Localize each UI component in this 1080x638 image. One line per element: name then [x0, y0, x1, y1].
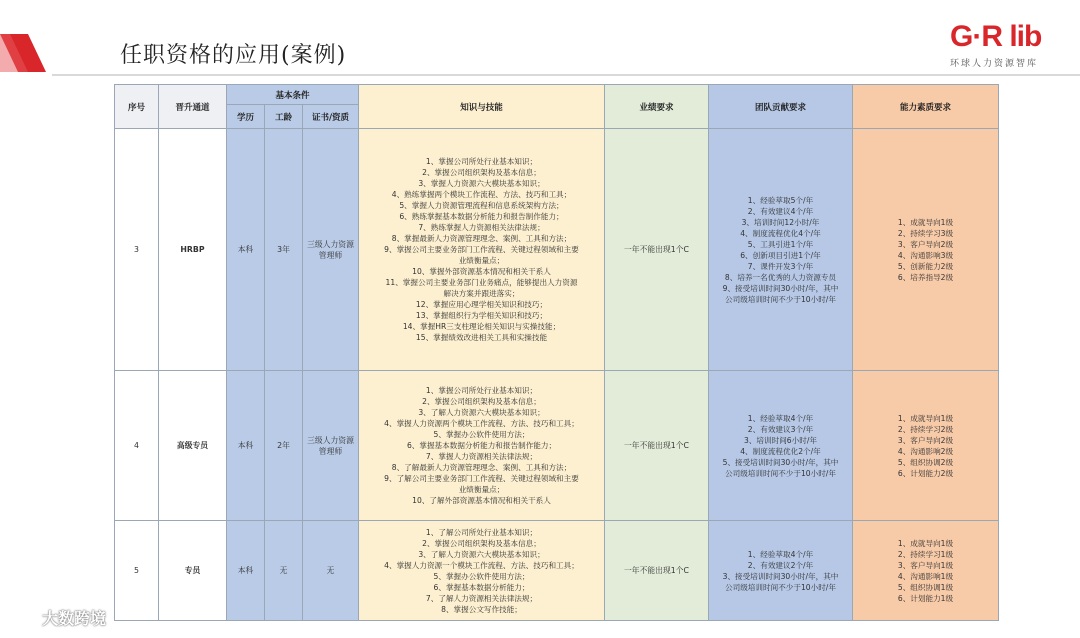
- row-years: 3年: [265, 129, 303, 371]
- list-item: 6、培养指导2级: [897, 272, 954, 282]
- list-item: 6、创新项目引进1个/年: [740, 250, 821, 260]
- row-ability-list: [853, 521, 999, 621]
- row-knowledge-list: [359, 129, 605, 371]
- list-item: 解决方案并跟进落实；: [443, 289, 520, 298]
- list-item: 3、客户导向1级: [897, 560, 954, 570]
- row-education: 本科: [227, 129, 265, 371]
- list-item: 7、课件开发3个/年: [747, 261, 814, 271]
- list-item: 3、培训时间12小时/年: [741, 217, 820, 227]
- list-item: 1、了解公司所处行业基本知识；: [425, 527, 538, 537]
- list-item: 5、掌握人力资源管理流程和信息系统架构方法；: [399, 201, 564, 210]
- row-channel: 专员: [159, 521, 227, 621]
- row-years: 2年: [265, 371, 303, 521]
- list-item: 7、了解人力资源相关法律法规；: [425, 593, 538, 603]
- list-item: 5、工具引进1个/年: [747, 239, 814, 249]
- list-item: 3、了解人力资源六大模块基本知识；: [418, 549, 545, 559]
- row-team-list: [709, 521, 853, 621]
- list-item: 3、培训时间6小时/年: [744, 435, 817, 445]
- list-item: 4、熟练掌握两个模块工作流程、方法、技巧和工具；: [391, 190, 572, 199]
- list-item: 2、掌握公司组织架构及基本信息；: [422, 538, 541, 548]
- header-divider: [52, 74, 1080, 76]
- row-performance: 一年不能出现1个C: [605, 371, 709, 521]
- logo-subtitle: 环球人力资源智库: [950, 59, 1039, 69]
- row-years: 无: [265, 521, 303, 621]
- list-item: 1、经验萃取5个/年: [747, 195, 814, 205]
- list-item: 9、接受培训时间30小时/年，其中: [722, 283, 839, 293]
- list-item: 4、沟通影响2级: [897, 446, 954, 456]
- list-item: 6、计划能力1级: [897, 593, 954, 603]
- header-performance: 业绩要求: [605, 85, 709, 129]
- list-item: 5、掌握办公软件使用方法；: [433, 430, 530, 439]
- list-item: 2、有效建议2个/年: [747, 560, 814, 570]
- header-basic-conditions: 基本条件: [227, 85, 359, 105]
- row-education: 本科: [227, 371, 265, 521]
- list-item: 6、计划能力2级: [897, 468, 954, 478]
- list-item: 4、沟通影响1级: [897, 571, 954, 581]
- header-team: 团队贡献要求: [709, 85, 853, 129]
- header-education: 学历: [227, 105, 265, 129]
- list-item: 5、组织协调1级: [897, 582, 954, 592]
- list-item: 1、经验萃取4个/年: [747, 413, 814, 423]
- table-row: [115, 371, 999, 521]
- list-item: 9、了解公司主要业务部门工作流程、关键过程领域和主要: [384, 474, 579, 483]
- list-item: 1、成就导向1级: [897, 413, 954, 423]
- list-item: 2、掌握公司组织架构及基本信息；: [422, 168, 541, 177]
- list-item: 3、掌握人力资源六大模块基本知识；: [418, 179, 545, 188]
- list-item: 公司级培训时间不少于10小时/年: [725, 294, 836, 304]
- list-item: 1、成就导向1级: [897, 217, 954, 227]
- header-knowledge: 知识与技能: [359, 85, 605, 129]
- list-item: 3、了解人力资源六大模块基本知识；: [418, 408, 545, 417]
- logo-main-text: G·R lib: [950, 20, 1042, 53]
- row-seq: 5: [115, 521, 159, 621]
- qualification-table: [114, 84, 999, 621]
- slide-title: 任职资格的应用(案例): [120, 43, 347, 68]
- row-performance: 一年不能出现1个C: [605, 521, 709, 621]
- row-ability-list: [853, 371, 999, 521]
- list-item: 10、了解外部资源基本情况和相关干系人: [412, 496, 551, 505]
- grlib-logo: [950, 20, 1068, 72]
- list-item: 4、掌握人力资源两个模块工作流程、方法、技巧和工具；: [384, 419, 579, 428]
- list-item: 12、掌握应用心理学相关知识和技巧；: [415, 300, 548, 309]
- table-row: [115, 521, 999, 621]
- list-item: 3、客户导向2级: [897, 435, 954, 445]
- header-row-1: [115, 85, 999, 105]
- header-seq: 序号: [115, 85, 159, 129]
- row-ability-list: [853, 129, 999, 371]
- list-item: 7、熟练掌握人力资源相关法律法规；: [418, 223, 545, 232]
- list-item: 2、持续学习2级: [897, 424, 954, 434]
- row-channel: HRBP: [159, 129, 227, 371]
- list-item: 5、接受培训时间30小时/年，其中: [722, 457, 839, 467]
- row-certificate: 三级人力资源管理师: [303, 371, 359, 521]
- row-channel: 高级专员: [159, 371, 227, 521]
- row-certificate: 无: [303, 521, 359, 621]
- list-item: 公司级培训时间不少于10小时/年: [725, 582, 836, 592]
- row-team-list: [709, 371, 853, 521]
- red-chevron-decoration: [0, 34, 46, 72]
- list-item: 1、经验萃取4个/年: [747, 549, 814, 559]
- list-item: 2、有效建议3个/年: [747, 424, 814, 434]
- list-item: 8、培养一名优秀的人力资源专员: [724, 272, 837, 282]
- row-education: 本科: [227, 521, 265, 621]
- table-row: [115, 129, 999, 371]
- list-item: 8、了解最新人力资源管理理念、案例、工具和方法；: [391, 463, 572, 472]
- header-certificate: 证书/资质: [303, 105, 359, 129]
- row-team-list: [709, 129, 853, 371]
- list-item: 15、掌握绩效改进相关工具和实操技能: [415, 333, 548, 342]
- list-item: 4、制度流程优化2个/年: [740, 446, 821, 456]
- list-item: 3、接受培训时间30小时/年，其中: [722, 571, 839, 581]
- row-knowledge-list: [359, 521, 605, 621]
- list-item: 5、掌握办公软件使用方法；: [433, 571, 530, 581]
- list-item: 4、掌握人力资源一个模块工作流程、方法、技巧和工具；: [384, 560, 579, 570]
- list-item: 6、掌握基本数据分析能力；: [433, 582, 530, 592]
- list-item: 1、掌握公司所处行业基本知识；: [425, 157, 538, 166]
- list-item: 5、组织协调2级: [897, 457, 954, 467]
- list-item: 6、掌握基本数据分析能力和报告制作能力；: [406, 441, 557, 450]
- list-item: 2、持续学习3级: [897, 228, 954, 238]
- header-channel: 晋升通道: [159, 85, 227, 129]
- list-item: 13、掌握组织行为学相关知识和技巧；: [415, 311, 548, 320]
- row-knowledge-list: [359, 371, 605, 521]
- list-item: 9、掌握公司主要业务部门工作流程、关键过程领域和主要: [384, 245, 579, 254]
- slide-header: [0, 0, 1080, 80]
- header-years: 工龄: [265, 105, 303, 129]
- row-performance: 一年不能出现1个C: [605, 129, 709, 371]
- list-item: 7、掌握人力资源相关法律法规；: [425, 452, 538, 461]
- list-item: 8、掌握最新人力资源管理理念、案例、工具和方法；: [391, 234, 572, 243]
- list-item: 8、掌握公文写作技能；: [441, 604, 522, 614]
- list-item: 4、沟通影响3级: [897, 250, 954, 260]
- watermark-text: 大数跨境: [42, 608, 107, 628]
- list-item: 公司级培训时间不少于10小时/年: [725, 468, 836, 478]
- list-item: 1、成就导向1级: [897, 538, 954, 548]
- list-item: 2、有效建议4个/年: [747, 206, 814, 216]
- list-item: 2、持续学习1级: [897, 549, 954, 559]
- list-item: 5、创新能力2级: [897, 261, 954, 271]
- list-item: 业绩衡量点；: [458, 256, 505, 265]
- list-item: 14、掌握HR三支柱理论相关知识与实操技能；: [402, 322, 561, 331]
- list-item: 10、掌握外部资源基本情况和相关干系人: [412, 267, 551, 276]
- watermark: [8, 604, 106, 630]
- list-item: 11、掌握公司主要业务部门业务痛点，能够提出人力资源: [385, 278, 578, 287]
- header-ability: 能力素质要求: [853, 85, 999, 129]
- list-item: 业绩衡量点；: [458, 485, 505, 494]
- row-seq: 4: [115, 371, 159, 521]
- list-item: 2、掌握公司组织架构及基本信息；: [422, 397, 541, 406]
- row-seq: 3: [115, 129, 159, 371]
- row-certificate: 三级人力资源管理师: [303, 129, 359, 371]
- list-item: 1、掌握公司所处行业基本知识；: [425, 386, 538, 395]
- list-item: 4、制度流程优化4个/年: [740, 228, 821, 238]
- list-item: 3、客户导向2级: [897, 239, 954, 249]
- list-item: 6、熟练掌握基本数据分析能力和报告制作能力；: [399, 212, 564, 221]
- watermark-logo-icon: [8, 607, 38, 627]
